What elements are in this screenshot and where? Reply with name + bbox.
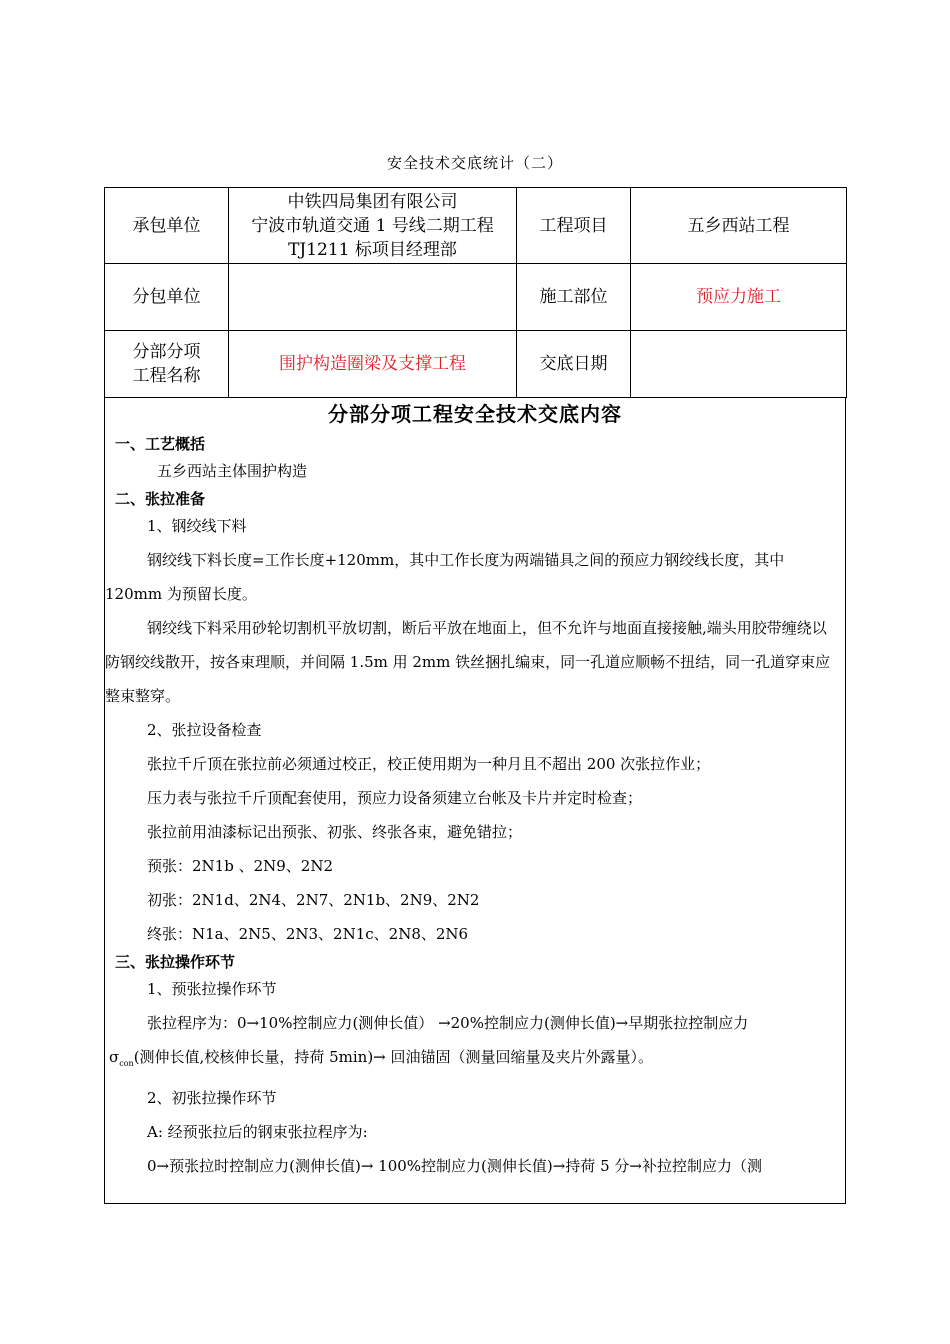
table-row (105, 331, 847, 398)
project-label: 工程项目 (517, 188, 631, 264)
subcontractor-label: 分包单位 (105, 264, 229, 331)
paragraph: 终张：N1a、2N5、2N3、2N1c、2N8、2N6 (147, 925, 469, 943)
table-row (105, 188, 847, 264)
paragraph: 预张：2N1b 、2N9、2N2 (147, 857, 334, 875)
info-table (104, 187, 847, 398)
paragraph-text: (测伸长值,校核伸长量，持荷 5min)→ 回油锚固（测量回缩量及夹片外露量）。 (133, 1048, 654, 1066)
location-value: 预应力施工 (631, 264, 847, 331)
contractor-line: 宁波市轨道交通 1 号线二期工程 (251, 215, 494, 236)
subsection-heading: 2、初张拉操作环节 (147, 1089, 277, 1107)
contractor-value (229, 188, 517, 264)
paragraph: 张拉程序为：0→10%控制应力(测伸长值） →20%控制应力(测伸长值)→早期张拉控制应力 (147, 1014, 749, 1032)
contractor-line: TJ1211 标项目经理部 (288, 239, 457, 260)
paragraph: 0→预张拉时控制应力(测伸长值)→ 100%控制应力(测伸长值)→持荷 5 分→补拉控制应力（测 (147, 1157, 762, 1175)
sigma-symbol: σ (109, 1048, 120, 1066)
paragraph: 张拉千斤顶在张拉前必须通过校正，校正使用期为一种月且不超出 200 次张拉作业； (147, 755, 711, 773)
paragraph (105, 1040, 845, 1081)
document-title: 安全技术交底统计（二） (386, 154, 563, 172)
paragraph: A: 经预张拉后的钢束张拉程序为: (147, 1123, 368, 1141)
paragraph: 钢绞线下料采用砂轮切割机平放切割，断后平放在地面上，但不允许与地面直接接触,端头用胶带缠绕以防钢绞线散开，按各束理顺，并间隔 1.5m 用 2mm 铁丝捆扎编束，同一孔道应顺畅不扭结，同一孔道穿束应整束整穿。 (105, 619, 831, 705)
table-row (105, 264, 847, 331)
section-heading: 二、张拉准备 (115, 490, 206, 508)
contractor-line: 中铁四局集团有限公司 (287, 191, 458, 212)
subcontractor-value (229, 264, 517, 331)
subproject-label-line: 工程名称 (132, 366, 201, 386)
contractor-label: 承包单位 (105, 188, 229, 264)
subproject-label-line: 分部分项 (132, 342, 201, 362)
project-value: 五乡西站工程 (631, 188, 847, 264)
section-heading: 一、工艺概括 (115, 435, 206, 453)
paragraph: 初张：2N1d、2N4、2N7、2N1b、2N9、2N2 (147, 891, 480, 909)
subsection-heading: 1、钢绞线下料 (147, 517, 247, 535)
paragraph: 钢绞线下料长度=工作长度+120mm，其中工作长度为两端锚具之间的预应力钢绞线长度，其中 120mm 为预留长度。 (105, 551, 785, 603)
paragraph: 压力表与张拉千斤顶配套使用，预应力设备须建立台帐及卡片并定时检查； (147, 789, 643, 807)
content-title: 分部分项工程安全技术交底内容 (328, 402, 622, 426)
date-label: 交底日期 (517, 331, 631, 398)
date-value (631, 331, 847, 398)
content-box (104, 397, 846, 1204)
location-label: 施工部位 (517, 264, 631, 331)
subscript: con (119, 1059, 134, 1068)
paragraph: 五乡西站主体围护构造 (157, 462, 308, 480)
subproject-label (105, 331, 229, 398)
subsection-heading: 1、预张拉操作环节 (147, 980, 277, 998)
subproject-value: 围护构造圈梁及支撑工程 (229, 331, 517, 398)
paragraph: 张拉前用油漆标记出预张、初张、终张各束，避免错拉； (147, 823, 523, 841)
section-heading: 三、张拉操作环节 (115, 953, 236, 971)
subsection-heading: 2、张拉设备检查 (147, 721, 262, 739)
